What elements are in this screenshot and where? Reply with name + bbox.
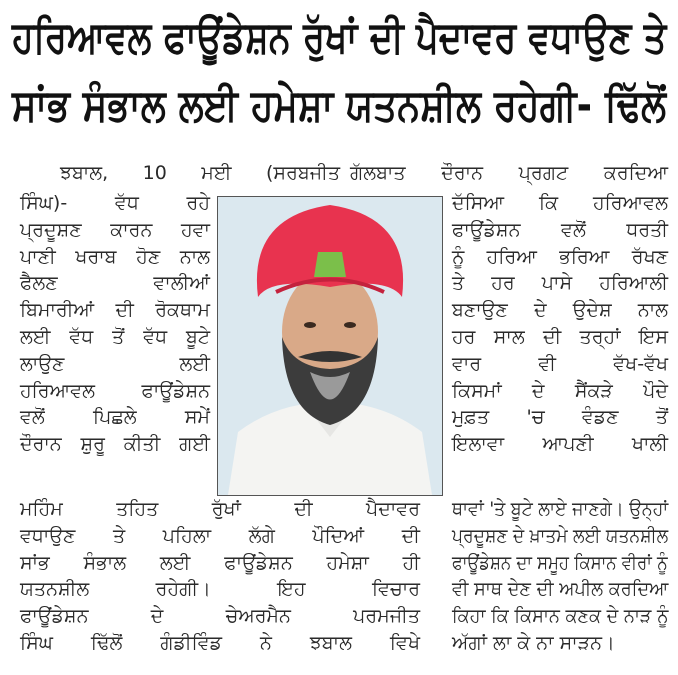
article-line: ਵਲੋਂ ਪਿਛਲੇ ਸਮੇਂ — [20, 406, 210, 429]
article-line: ਹਰ ਸਾਲ ਦੀ ਤਰ੍ਹਾਂ ਇਸ — [452, 325, 668, 348]
article-line: ਲਾਉਣ ਲਈ — [20, 352, 210, 375]
article-line: ਲਈ ਵੱਧ ਤੋਂ ਵੱਧ ਬੂਟੇ — [20, 325, 210, 348]
article-line: ਕਿਸਮਾਂ ਦੇ ਸੈਂਕੜੇ ਪੌਦੇ — [452, 379, 668, 402]
article-line: ਦੌਰਾਨ ਸ਼ੁਰੂ ਕੀਤੀ ਗਈ — [20, 433, 210, 456]
article-line: ਥਾਵਾਂ 'ਤੇ ਬੂਟੇ ਲਾਏ ਜਾਣਗੇ। ਉਨ੍ਹਾਂ — [452, 498, 669, 520]
bottom-left-column — [20, 496, 420, 657]
article-line: ਬਿਮਾਰੀਆਂ ਦੀ ਰੋਕਥਾਮ — [20, 299, 210, 322]
dateline: ਝਬਾਲ, 10 ਮਈ (ਸਰਬਜੀਤ — [60, 162, 340, 184]
article-line: ਵਧਾਉਣ ਤੇ ਪਹਿਲਾ ਲੱਗੇ ਪੌਦਿਆਂ ਦੀ — [20, 524, 420, 547]
article-line: ਨੂੰ ਹਰਿਆ ਭਰਿਆ ਰੱਖਣ — [452, 245, 668, 268]
bottom-right-column — [452, 496, 668, 657]
article-line: ਹਰਿਆਵਲ ਫਾਊਂਡੇਸ਼ਨ — [20, 379, 210, 402]
article-line: ਯਤਨਸ਼ੀਲ ਰਹੇਗੀ। ਇਹ ਵਿਚਾਰ — [20, 578, 420, 601]
article-line: ਸਾਂਭ ਸੰਭਾਲ ਲਈ ਫਾਊਂਡੇਸ਼ਨ ਹਮੇਸ਼ਾ ਹੀ — [20, 551, 420, 574]
article-line: ਮਹਿੰਮ ਤਹਿਤ ਰੁੱਖਾਂ ਦੀ ਪੈਦਾਵਰ — [20, 498, 420, 520]
article-line: ਦੱਸਿਆ ਕਿ ਹਰਿਆਵਲ — [452, 192, 668, 214]
article-line: ਪ੍ਰਦੂਸ਼ਣ ਕਾਰਨ ਹਵਾ — [20, 218, 210, 241]
article-line: ਸਿੰਘ ਢਿੱਲੋਂ ਗੰਡੀਵਿੰਡ ਨੇ ਝਬਾਲ ਵਿਖੇ — [20, 631, 420, 654]
headline-line-1: ਹਰਿਆਵਲ ਫਾਊਂਡੇਸ਼ਨ ਰੁੱਖਾਂ ਦੀ ਪੈਦਾਵਰ ਵਧਾਉਣ ਤੇ — [12, 12, 667, 63]
article-line: ਇਲਾਵਾ ਆਪਣੀ ਖਾਲੀ — [452, 433, 668, 456]
article-line: ਫੈਲਣ ਵਾਲੀਆਂ — [20, 272, 210, 295]
article-line: ਫਾਊਂਡੇਸ਼ਨ ਦਾ ਸਮੂਹ ਕਿਸਾਨ ਵੀਰਾਂ ਨੂੰ — [452, 551, 668, 574]
article-line: ਬਣਾਉਣ ਦੇ ਉਦੇਸ਼ ਨਾਲ — [452, 299, 668, 322]
article-line: ਗੱਲਬਾਤ ਦੌਰਾਨ ਪ੍ਰਗਟ ਕਰਦਿਆ — [350, 162, 668, 184]
article-line: ਫਾਊਂਡੇਸ਼ਨ ਵਲੋਂ ਧਰਤੀ — [452, 218, 668, 241]
right-column — [452, 190, 668, 458]
article-line: ਕਿਹਾ ਕਿ ਕਿਸਾਨ ਕਣਕ ਦੇ ਨਾੜ ਨੂੰ — [452, 605, 669, 628]
article-line: ਵੀ ਸਾਥ ਦੇਣ ਦੀ ਅਪੀਲ ਕਰਦਿਆ — [452, 578, 669, 601]
article-line: ਸਿੰਘ)- ਵੱਧ ਰਹੇ — [20, 192, 210, 214]
article-line: ਫਾਊਂਡੇਸ਼ਨ ਦੇ ਚੇਅਰਮੈਨ ਪਰਮਜੀਤ — [20, 605, 420, 628]
headline-line-2: ਸਾਂਭ ਸੰਭਾਲ ਲਈ ਹਮੇਸ਼ਾ ਯਤਨਸ਼ੀਲ ਰਹੇਗੀ- ਢਿੱਲੋਂ — [12, 80, 667, 131]
article-line: ਮੁਫ਼ਤ 'ਚ ਵੰਡਣ ਤੋਂ — [452, 406, 668, 429]
left-column — [20, 190, 210, 458]
article-line: ਵਾਰ ਵੀ ਵੱਖ-ਵੱਖ — [452, 352, 668, 375]
man-portrait-image — [218, 197, 442, 495]
portrait-photo — [217, 196, 443, 496]
article-line: ਪਾਣੀ ਖਰਾਬ ਹੋਣ ਨਾਲ — [20, 245, 210, 268]
article-line: ਤੇ ਹਰ ਪਾਸੇ ਹਰਿਆਲੀ — [452, 272, 668, 295]
article-line: ਪ੍ਰਦੂਸ਼ਣ ਦੇ ਖ਼ਾਤਮੇ ਲਈ ਯਤਨਸ਼ੀਲ — [452, 524, 669, 547]
article-line: ਅੱਗਾਂ ਲਾ ਕੇ ਨਾ ਸਾੜਨ। — [452, 631, 615, 654]
